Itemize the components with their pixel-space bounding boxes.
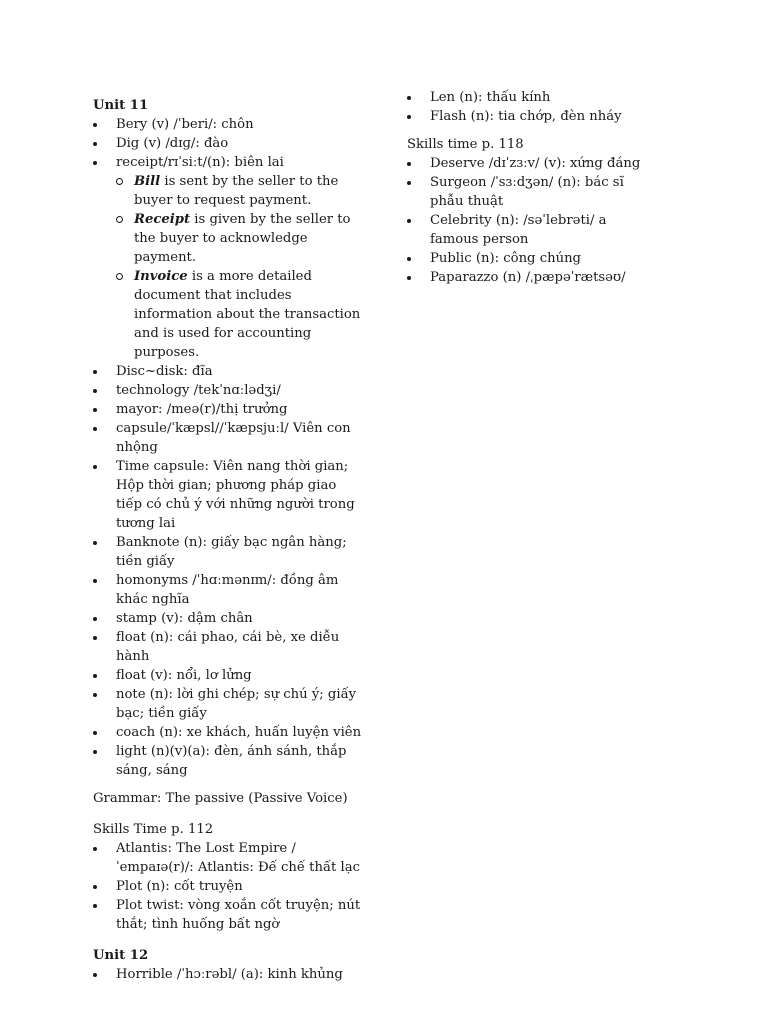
unit-12-list bbox=[93, 965, 363, 984]
list-item: mayor: /meə(r)/thị trưởng bbox=[93, 400, 363, 419]
term-bill: Bill bbox=[134, 174, 161, 189]
term-receipt: Receipt bbox=[134, 212, 191, 227]
list-item: Horrible /ˈhɔːrəbl/ (a): kinh khủng bbox=[93, 965, 363, 984]
unit-11-heading: Unit 11 bbox=[93, 98, 149, 113]
list-item: Bery (v) /ˈberi/: chôn bbox=[93, 115, 363, 134]
list-item: coach (n): xe khách, huấn luyện viên bbox=[93, 723, 363, 742]
list-item: Paparazzo (n) /ˌpæpəˈrætsəʊ/ bbox=[407, 268, 657, 287]
list-item bbox=[93, 153, 363, 362]
skills-time-118-heading: Skills time p. 118 bbox=[407, 137, 524, 152]
term-definition: is sent by the seller to the buyer to request payment. bbox=[134, 174, 339, 208]
skills-112-list bbox=[93, 839, 363, 934]
list-item: Atlantis: The Lost Empire /ˈempaɪə(r)/: Atlantis: Đế chế thất lạc bbox=[93, 839, 363, 877]
list-item: Plot (n): cốt truyện bbox=[93, 877, 363, 896]
term-invoice: Invoice bbox=[134, 269, 188, 284]
term-definition: is a more detailed document that includes information about the transaction and is used for accounting purposes. bbox=[134, 269, 361, 360]
left-column bbox=[93, 96, 363, 984]
list-item: Time capsule: Viên nang thời gian; Hộp thời gian; phương pháp giao tiếp có chủ ý với những người trong tương lai bbox=[93, 457, 363, 533]
sublist-item bbox=[116, 172, 363, 210]
list-item: Disc~disk: đĩa bbox=[93, 362, 363, 381]
list-item: Dig (v) /dɪɡ/: đào bbox=[93, 134, 363, 153]
list-item: light (n)(v)(a): đèn, ánh sánh, thắp sáng, sáng bbox=[93, 742, 363, 780]
list-item: capsule/ˈkæpsl//ˈkæpsjuːl/ Viên con nhộng bbox=[93, 419, 363, 457]
list-item: Deserve /dɪˈzɜːv/ (v): xứng đáng bbox=[407, 154, 657, 173]
list-item: note (n): lời ghi chép; sự chú ý; giấy bạc; tiền giấy bbox=[93, 685, 363, 723]
sublist-item bbox=[116, 210, 363, 267]
skills-118-list bbox=[407, 154, 657, 287]
list-item: Surgeon /ˈsɜːdʒən/ (n): bác sĩ phẫu thuật bbox=[407, 173, 657, 211]
list-item: float (n): cái phao, cái bè, xe diễu hành bbox=[93, 628, 363, 666]
list-item: Flash (n): tia chớp, đèn nháy bbox=[407, 107, 657, 126]
list-item: Celebrity (n): /səˈlebrəti/ a famous person bbox=[407, 211, 657, 249]
list-item: technology /tekˈnɑːlədʒi/ bbox=[93, 381, 363, 400]
list-item: float (v): nổi, lơ lửng bbox=[93, 666, 363, 685]
unit-12-heading: Unit 12 bbox=[93, 948, 149, 963]
list-item: Public (n): công chúng bbox=[407, 249, 657, 268]
unit-12-list-continued bbox=[407, 88, 657, 126]
skills-time-112-heading: Skills Time p. 112 bbox=[93, 822, 214, 837]
list-item: stamp (v): dậm chân bbox=[93, 609, 363, 628]
list-item: Len (n): thấu kính bbox=[407, 88, 657, 107]
list-item: Banknote (n): giấy bạc ngân hàng; tiền giấy bbox=[93, 533, 363, 571]
sublist-item bbox=[116, 267, 363, 362]
term-definition: is given by the seller to the buyer to acknowledge payment. bbox=[134, 212, 351, 265]
list-item: homonyms /ˈhɑːmənɪm/: đồng âm khác nghĩa bbox=[93, 571, 363, 609]
right-column bbox=[407, 88, 657, 287]
grammar-line: Grammar: The passive (Passive Voice) bbox=[93, 791, 348, 806]
list-item-text: receipt/rɪˈsiːt/(n): biên lai bbox=[116, 155, 284, 170]
receipt-sublist bbox=[116, 172, 363, 362]
unit-11-list bbox=[93, 115, 363, 780]
list-item: Plot twist: vòng xoắn cốt truyện; nút thắt; tình huống bất ngờ bbox=[93, 896, 363, 934]
